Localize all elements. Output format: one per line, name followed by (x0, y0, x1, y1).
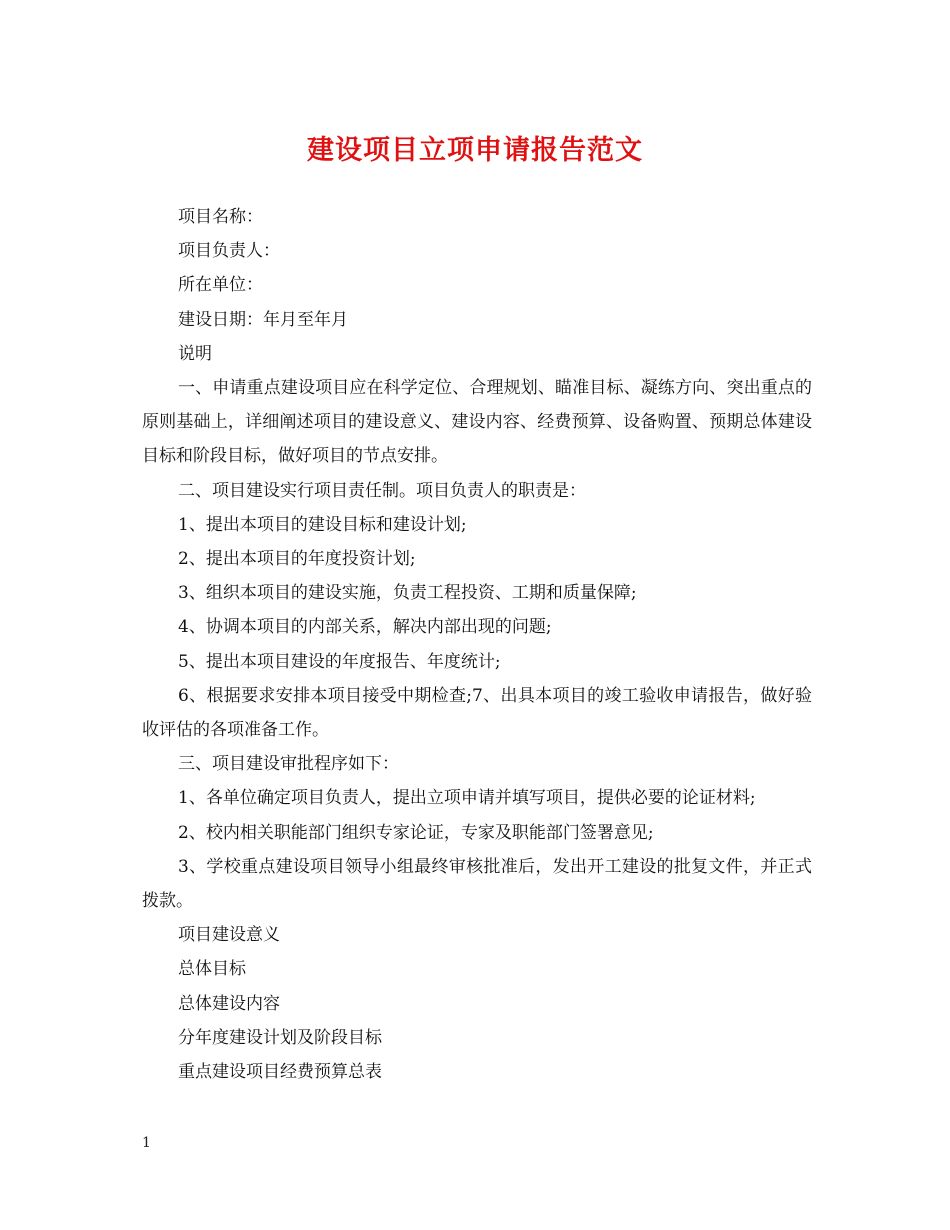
page-number: 1 (142, 1135, 151, 1151)
paragraph-note-one: 一、申请重点建设项目应在科学定位、合理规划、瞄准目标、凝练方向、突出重点的原则基础上，详细阐述项目的建设意义、建设内容、经费预算、设备购置、预期总体建设目标和阶段目标，做好项目的节点安排。 (142, 378, 812, 467)
list-item: 6、根据要求安排本项目接受中期检查;7、出具本项目的竣工验收申请报告，做好验收评估的各项准备工作。 (142, 685, 812, 741)
section-heading: 分年度建设计划及阶段目标 (178, 1027, 382, 1048)
list-item: 3、学校重点建设项目领导小组最终审核批准后，发出开工建设的批复文件，并正式拨款。 (142, 856, 812, 912)
field-unit: 所在单位： (178, 275, 263, 296)
document-body (142, 200, 812, 1089)
section-heading: 项目建设意义 (178, 925, 280, 946)
list-item: 5、提出本项目建设的年度报告、年度统计; (178, 651, 501, 672)
section-heading: 总体建设内容 (178, 993, 280, 1014)
list-item: 2、校内相关职能部门组织专家论证，专家及职能部门签署意见; (178, 822, 654, 843)
field-construction-date: 建设日期：年月至年月 (178, 309, 348, 330)
section-heading: 重点建设项目经费预算总表 (178, 1062, 382, 1083)
list-item: 2、提出本项目的年度投资计划; (178, 549, 416, 570)
document-title: 建设项目立项申请报告范文 (307, 135, 643, 166)
list-item: 1、各单位确定项目负责人，提出立项申请并填写项目，提供必要的论证材料; (178, 788, 756, 809)
section-heading-notes: 说明 (178, 343, 212, 364)
list-item: 1、提出本项目的建设目标和建设计划; (178, 514, 467, 535)
paragraph-note-three: 三、项目建设审批程序如下： (178, 754, 399, 775)
paragraph-note-two: 二、项目建设实行项目责任制。项目负责人的职责是： (178, 480, 586, 501)
list-item: 4、协调本项目的内部关系，解决内部出现的问题; (178, 617, 552, 638)
field-project-name: 项目名称： (178, 207, 263, 227)
section-heading: 总体目标 (178, 959, 246, 980)
list-item: 3、组织本项目的建设实施，负责工程投资、工期和质量保障; (178, 583, 637, 604)
field-project-leader: 项目负责人： (178, 241, 280, 262)
